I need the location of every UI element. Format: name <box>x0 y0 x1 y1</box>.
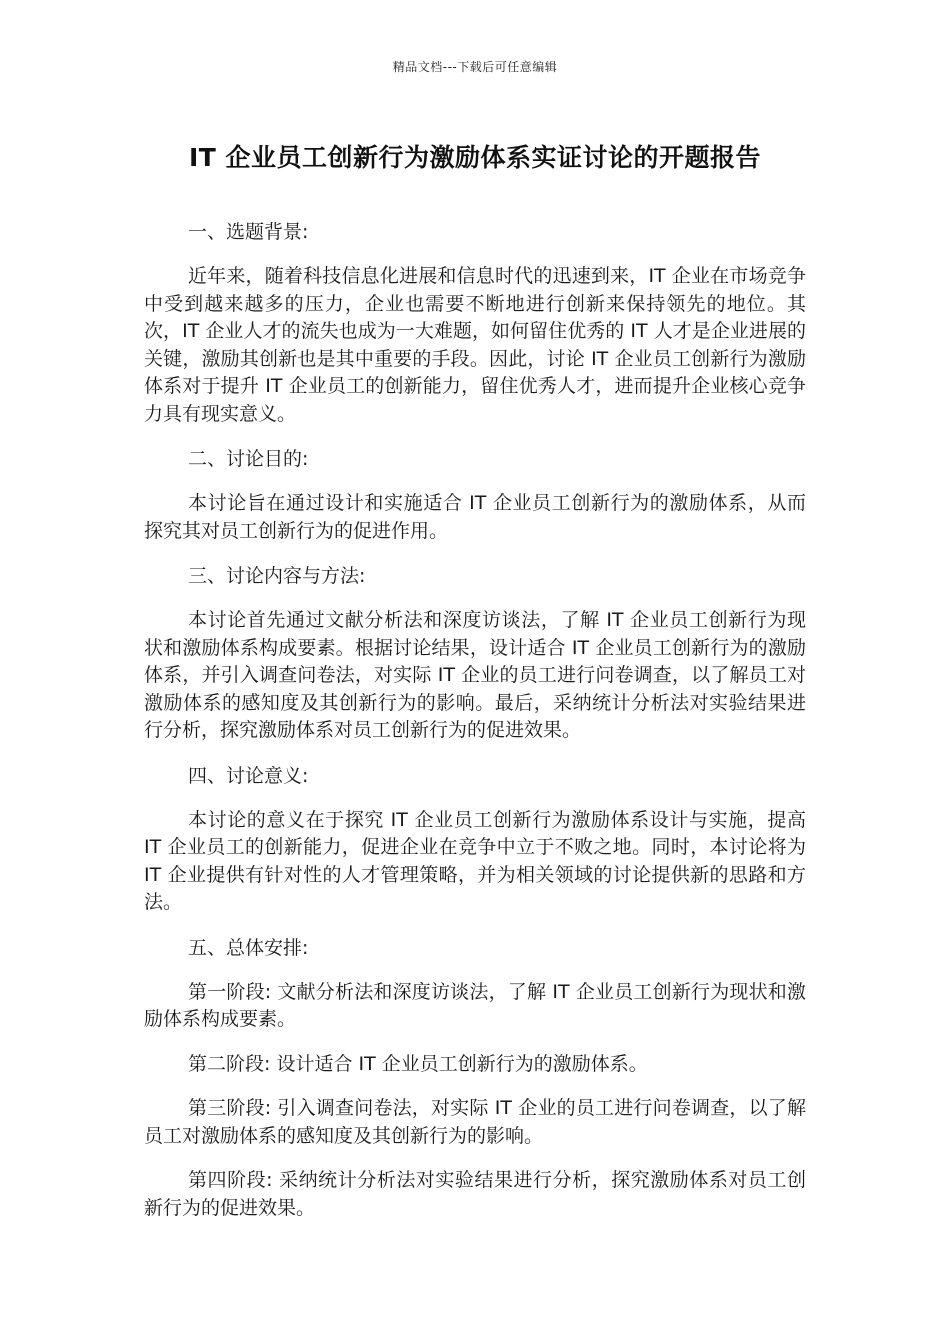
section-significance <box>144 762 806 934</box>
header-note: 精品文档---下载后可任意编辑 <box>392 60 558 74</box>
section-background <box>144 218 806 445</box>
section-heading: 五、总体安排: <box>188 936 309 959</box>
section-paragraph: 近年来，随着科技信息化进展和信息时代的迅速到来，IT 企业在市场竞争中受到越来越多的压力，企业也需要不断地进行创新来保持领先的地位。其次，IT 企业人才的流失也成为一大难题，如何留住优秀的 IT 人才是企业进展的关键，激励其创新也是其中重要的手段。因此，讨论 IT 企业员工创新行为激励体系对于提升 IT 企业员工的创新能力，留住优秀人才，进而提升企业核心竞争力具有现实意义。 <box>144 265 806 425</box>
section-heading: 一、选题背景: <box>188 221 309 243</box>
section-purpose <box>144 445 806 562</box>
schedule-stage-3: 第三阶段: 引入调查问卷法，对实际 IT 企业的员工进行问卷调查，以了解员工对激励体系的感知度及其创新行为的影响。 <box>144 1097 806 1147</box>
schedule-stage-4: 第四阶段: 采纳统计分析法对实验结果进行分析，探究激励体系对员工创新行为的促进效果。 <box>144 1169 806 1219</box>
section-paragraph: 本讨论首先通过文献分析法和深度访谈法，了解 IT 企业员工创新行为现状和激励体系构成要素。根据讨论结果，设计适合 IT 企业员工创新行为的激励体系，并引入调查问卷法，对实际 IT 企业的员工进行问卷调查，以了解员工对激励体系的感知度及其创新行为的影响。最后，采纳统计分析法对实验结果进行分析，探究激励体系对员工创新行为的促进效果。 <box>144 609 806 741</box>
section-heading: 四、讨论意义: <box>188 764 309 787</box>
document-body <box>144 218 806 1222</box>
section-content-method <box>144 562 806 762</box>
section-heading: 二、讨论目的: <box>188 448 309 470</box>
section-paragraph: 本讨论旨在通过设计和实施适合 IT 企业员工创新行为的激励体系，从而探究其对员工创新行为的促进作用。 <box>144 492 806 542</box>
document-title: IT 企业员工创新行为激励体系实证讨论的开题报告 <box>188 143 762 172</box>
section-schedule <box>144 934 806 1223</box>
section-paragraph: 本讨论的意义在于探究 IT 企业员工创新行为激励体系设计与实施，提高 IT 企业员工的创新能力，促进企业在竞争中立于不败之地。同时，本讨论将为 IT 企业提供有针对性的人才管理策略，并为相关领域的讨论提供新的思路和方法。 <box>144 808 806 913</box>
schedule-stage-2: 第二阶段: 设计适合 IT 企业员工创新行为的激励体系。 <box>188 1052 648 1075</box>
schedule-stage-1: 第一阶段: 文献分析法和深度访谈法，了解 IT 企业员工创新行为现状和激励体系构成要素。 <box>144 980 806 1030</box>
section-heading: 三、讨论内容与方法: <box>188 565 366 587</box>
